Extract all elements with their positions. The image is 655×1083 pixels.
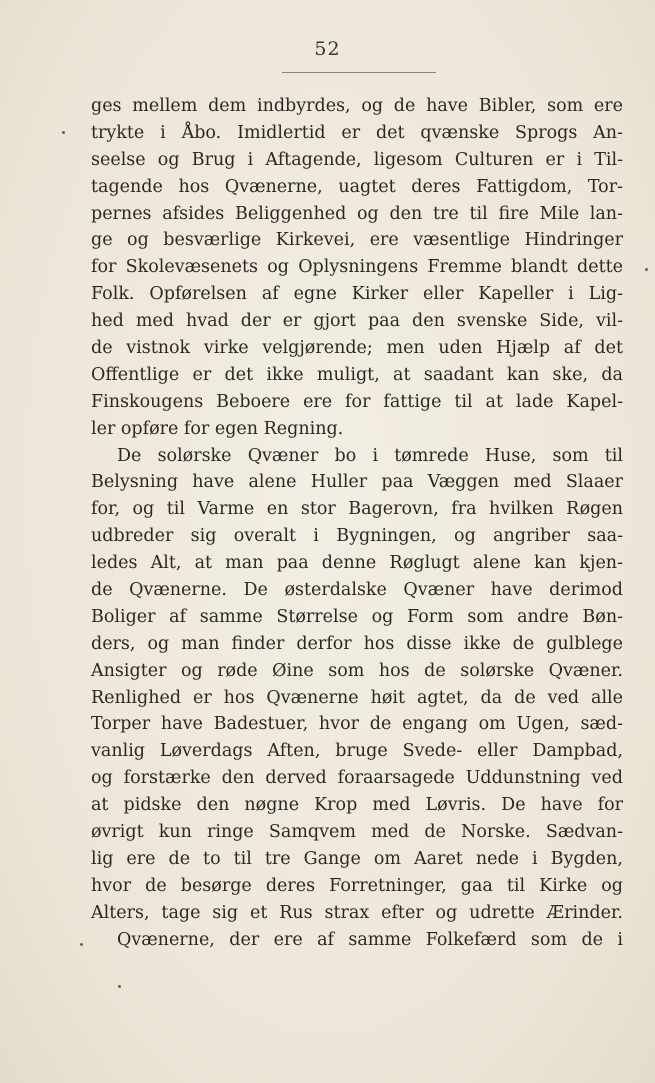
text-line: Offentlige er det ikke muligt, at saadant kan ske, da xyxy=(91,364,623,385)
text-line: lig ere de to til tre Gange om Aaret nede i Bygden, xyxy=(91,848,623,869)
text-line: tagende hos Qvænerne, uagtet deres Fattigdom, Tor- xyxy=(91,176,623,197)
text-line: ler opføre for egen Regning. xyxy=(91,418,344,439)
text-line: seelse og Brug i Aftagende, ligesom Culturen er i Til- xyxy=(91,149,623,170)
margin-mark xyxy=(118,985,121,988)
text-line: ders, og man finder derfor hos disse ikke de gulblege xyxy=(91,633,623,654)
text-line: de Qvænerne. De østerdalske Qvæner have derimod xyxy=(91,580,623,601)
text-line: Torper have Badestuer, hvor de engang om Ugen, sæd- xyxy=(91,714,623,735)
body-text xyxy=(91,93,623,954)
text-line: Qvænerne, der ere af samme Folkefærd som de i xyxy=(117,929,623,950)
text-line: Boliger af samme Størrelse og Form som andre Bøn- xyxy=(91,606,623,627)
text-line: ledes Alt, at man paa denne Røglugt alene kan kjen- xyxy=(91,553,623,574)
header-rule xyxy=(282,72,436,73)
text-line: ge og besværlige Kirkevei, ere væsentlige Hindringer xyxy=(91,230,623,251)
margin-mark xyxy=(645,268,648,271)
text-line: Ansigter og røde Øine som hos de solørske Qvæner. xyxy=(91,660,623,681)
text-line: for Skolevæsenets og Oplysningens Fremme blandt dette xyxy=(91,257,623,278)
text-line: pernes afsides Beliggenhed og den tre til fire Mile lan- xyxy=(91,203,623,224)
text-line: øvrigt kun ringe Samqvem med de Norske. Sædvan- xyxy=(91,822,623,843)
text-line: hed med hvad der er gjort paa den svenske Side, vil- xyxy=(91,311,623,332)
text-line: de vistnok virke velgjørende; men uden Hjælp af det xyxy=(91,338,623,359)
text-line: Belysning have alene Huller paa Væggen med Slaaer xyxy=(91,472,623,493)
margin-mark xyxy=(80,943,83,946)
text-line: trykte i Åbo. Imidlertid er det qvænske Sprogs An- xyxy=(91,122,623,143)
text-line: for, og til Varme en stor Bagerovn, fra hvilken Røgen xyxy=(91,499,623,520)
text-line: Alters, tage sig et Rus strax efter og udrette Ærinder. xyxy=(91,902,623,923)
text-line: og forstærke den derved foraarsagede Uddunstning ved xyxy=(91,768,623,789)
text-line: ges mellem dem indbyrdes, og de have Bibler, som ere xyxy=(91,96,623,116)
text-line: Renlighed er hos Qvænerne høit agtet, da de ved alle xyxy=(91,687,623,708)
text-line: De solørske Qvæner bo i tømrede Huse, som til xyxy=(117,445,623,466)
text-line: Folk. Opførelsen af egne Kirker eller Kapeller i Lig- xyxy=(91,284,623,305)
text-line: hvor de besørge deres Forretninger, gaa til Kirke og xyxy=(91,875,623,896)
margin-mark xyxy=(62,131,65,134)
text-line: at pidske den nøgne Krop med Løvris. De have for xyxy=(91,795,623,816)
text-line: vanlig Løverdags Aften, bruge Svede- eller Dampbad, xyxy=(91,741,623,762)
text-line: Finskougens Beboere ere for fattige til at lade Kapel- xyxy=(91,391,623,412)
page-number: 52 xyxy=(314,38,341,60)
text-line: udbreder sig overalt i Bygningen, og angriber saa- xyxy=(91,526,623,547)
